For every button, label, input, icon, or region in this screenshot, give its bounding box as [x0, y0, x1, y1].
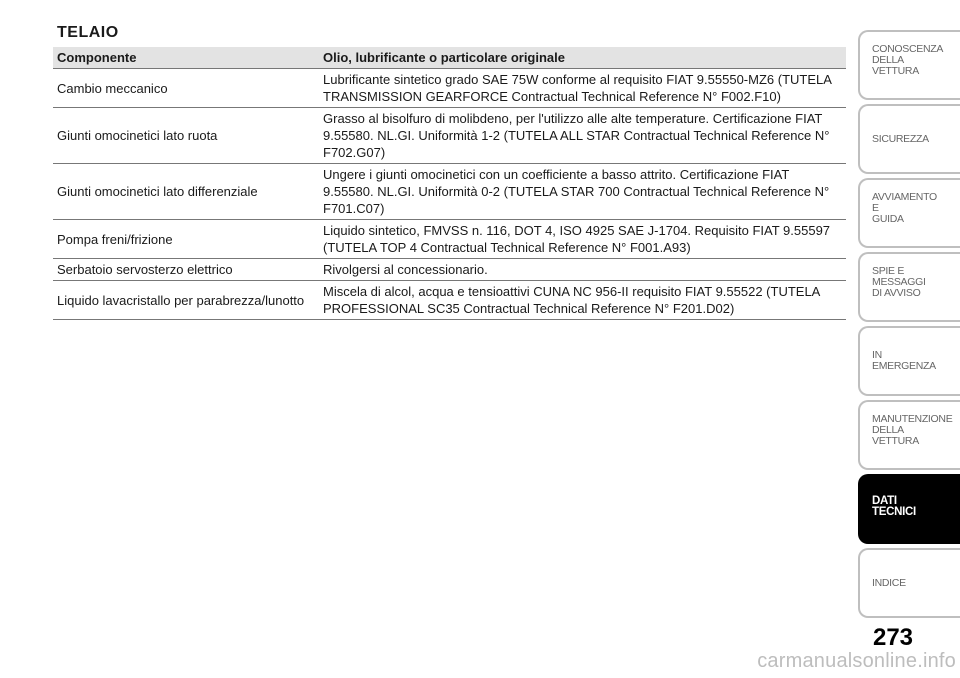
watermark: carmanualsonline.info — [757, 650, 956, 672]
tab-label-line: TECNICI — [872, 506, 916, 518]
tab-label-line: AVVIAMENTO — [872, 191, 937, 203]
tab-label-line: VETTURA — [872, 435, 919, 447]
table-row — [53, 69, 846, 108]
tab-indice[interactable] — [858, 548, 960, 618]
header-spec: Olio, lubrificante o particolare originale — [319, 47, 846, 69]
component-cell: Giunti omocinetici lato ruota — [53, 108, 319, 164]
tab-spie-e-messaggi[interactable] — [858, 252, 960, 322]
tab-conoscenza-della-vettura[interactable] — [858, 30, 960, 100]
table-row — [53, 281, 846, 320]
tab-label-line: E — [872, 202, 879, 214]
table-header-row — [53, 47, 846, 69]
spec-cell: Liquido sintetico, FMVSS n. 116, DOT 4, ISO 4925 SAE J-1704. Requisito FIAT 9.55597 (TUTELA TOP 4 Contractual Technical Reference N° F001.A93) — [319, 220, 846, 259]
tab-label-line: INDICE — [872, 577, 906, 589]
tab-label-line: MANUTENZIONE — [872, 413, 953, 425]
table-row — [53, 220, 846, 259]
tab-dati-tecnici[interactable] — [858, 474, 960, 544]
component-cell: Giunti omocinetici lato differenziale — [53, 164, 319, 220]
component-cell: Pompa freni/frizione — [53, 220, 319, 259]
spec-cell: Miscela di alcol, acqua e tensioattivi CUNA NC 956-II requisito FIAT 9.55522 (TUTELA PROFESSIONAL SC35 Contractual Technical Reference N° F201.D02) — [319, 281, 846, 320]
component-cell: Liquido lavacristallo per parabrezza/lunotto — [53, 281, 319, 320]
page-number: 273 — [872, 624, 914, 651]
fluids-table — [53, 47, 846, 320]
table-row — [53, 164, 846, 220]
tab-manutenzione-della-vettura[interactable] — [858, 400, 960, 470]
tab-avviamento-e-guida[interactable] — [858, 178, 960, 248]
section-title: TELAIO — [57, 24, 119, 41]
tab-in-emergenza[interactable] — [858, 326, 960, 396]
header-component: Componente — [53, 47, 319, 69]
component-cell: Serbatoio servosterzo elettrico — [53, 259, 319, 281]
tab-label-line: DELLA — [872, 424, 904, 436]
table-row — [53, 259, 846, 281]
tab-label-line: DELLA — [872, 54, 904, 66]
tab-label-line: DATI — [872, 495, 897, 507]
spec-cell: Ungere i giunti omocinetici con un coefficiente a basso attrito. Certificazione FIAT 9.55580. NL.GI. Uniformità 0-2 (TUTELA STAR 700 Contractual Technical Reference N° F701.C07) — [319, 164, 846, 220]
tab-label-line: VETTURA — [872, 65, 919, 77]
spec-cell: Grasso al bisolfuro di molibdeno, per l'utilizzo alle alte temperature. Certificazione FIAT 9.55580. NL.GI. Uniformità 1-2 (TUTELA ALL STAR Contractual Technical Reference N° F702.G07) — [319, 108, 846, 164]
spec-cell: Rivolgersi al concessionario. — [319, 259, 846, 281]
tab-label-line: CONOSCENZA — [872, 43, 944, 55]
chapter-tabs — [858, 30, 960, 622]
tab-sicurezza[interactable] — [858, 104, 960, 174]
tab-label-line: DI AVVISO — [872, 287, 921, 299]
tab-label-line: IN — [872, 349, 882, 361]
component-cell: Cambio meccanico — [53, 69, 319, 108]
tab-label-line: GUIDA — [872, 213, 904, 225]
table-row — [53, 108, 846, 164]
tab-label-line: SICUREZZA — [872, 133, 929, 145]
spec-cell: Lubrificante sintetico grado SAE 75W conforme al requisito FIAT 9.55550-MZ6 (TUTELA TRANSMISSION GEARFORCE Contractual Technical Reference N° F002.F10) — [319, 69, 846, 108]
tab-label-line: MESSAGGI — [872, 276, 926, 288]
tab-label-line: SPIE E — [872, 265, 905, 277]
tab-label-line: EMERGENZA — [872, 360, 936, 372]
